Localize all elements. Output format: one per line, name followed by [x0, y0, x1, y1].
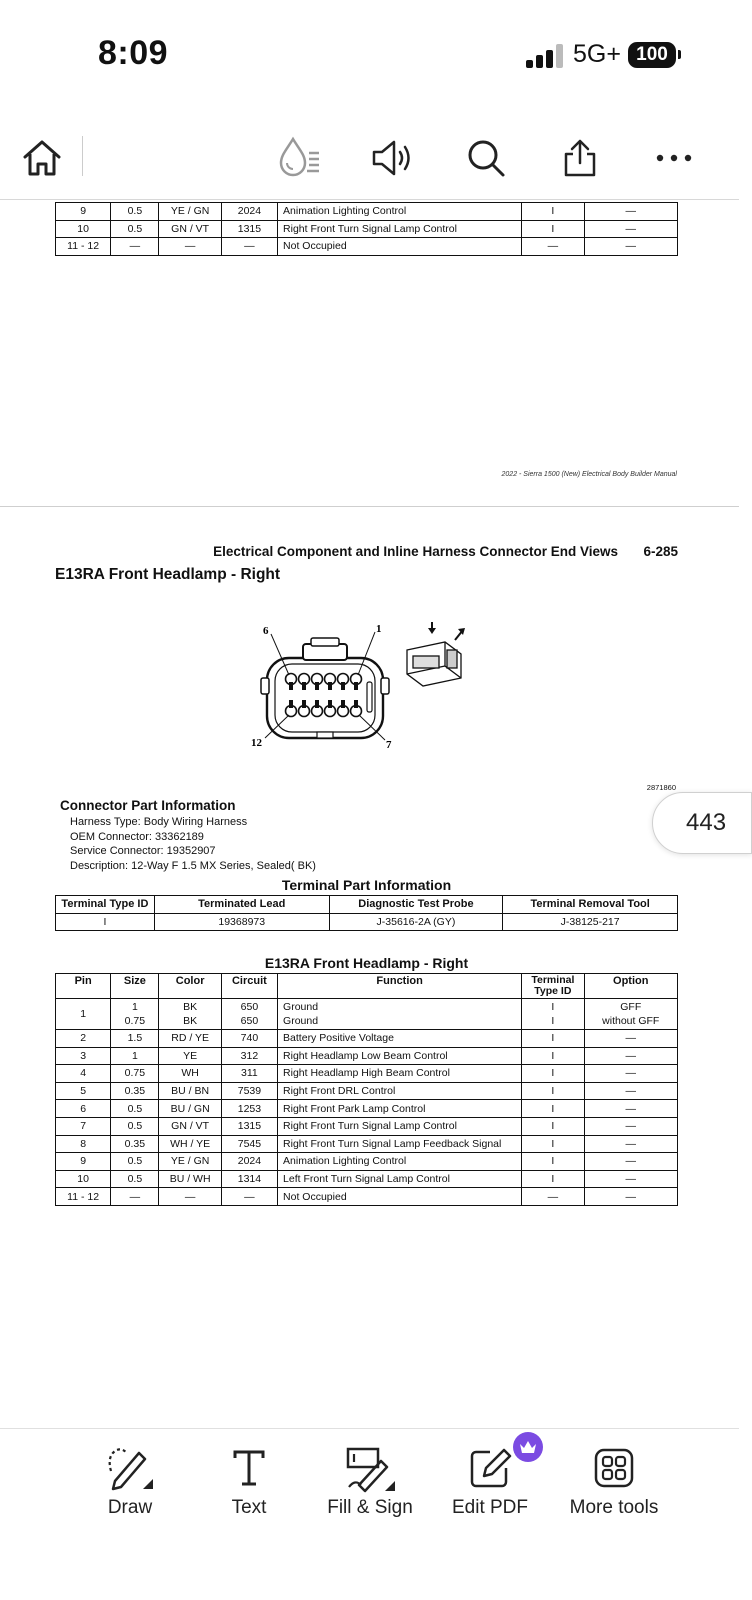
table-cell: J-35616-2A (GY) [329, 913, 503, 931]
table-cell-type: I [522, 1100, 584, 1118]
page-title: E13RA Front Headlamp - Right [55, 566, 281, 583]
table-cell-color: WH [159, 1065, 221, 1083]
table-cell-type: — [522, 238, 584, 256]
pin-label-1: 1 [376, 623, 382, 635]
table-cell-size: 0.75 [111, 1065, 159, 1083]
table-cell-function: Animation Lighting Control [278, 1153, 522, 1171]
column-header: Pin [56, 974, 111, 999]
table-cell [522, 999, 584, 1030]
table-cell-type: I [522, 1170, 584, 1188]
signal-icon [526, 44, 564, 68]
status-time: 8:09 [98, 34, 169, 72]
page-footer: 2022 - Sierra 1500 (New) Electrical Body Builder Manual [501, 471, 677, 478]
cell-line: BK [183, 1001, 198, 1013]
table-row [56, 1030, 678, 1048]
table-cell-type: — [522, 1188, 584, 1206]
table-cell-function: Right Front Park Lamp Control [278, 1100, 522, 1118]
text-button[interactable] [218, 1443, 280, 1539]
battery-icon: 100 [628, 42, 676, 68]
table-cell-pin: 9 [56, 203, 111, 221]
table-cell-function: Battery Positive Voltage [278, 1030, 522, 1048]
table-cell-option: — [584, 1100, 677, 1118]
column-header: Function [278, 974, 522, 999]
table-row [56, 238, 678, 256]
connector-diagram [251, 620, 485, 751]
more-icon[interactable] [646, 130, 702, 186]
table-cell-color: RD / YE [159, 1030, 221, 1048]
table-cell-size: 0.5 [111, 1100, 159, 1118]
table-cell [278, 999, 522, 1030]
table-row [56, 1135, 678, 1153]
table-cell-option: — [584, 1065, 677, 1083]
table-header-row [56, 974, 678, 999]
service-connector: Service Connector: 19352907 [70, 845, 216, 858]
table-cell-color: YE / GN [159, 1153, 221, 1171]
more-tools-button[interactable] [562, 1443, 666, 1539]
table-row [56, 203, 678, 221]
table-cell-function: Right Front Turn Signal Lamp Feedback Signal [278, 1135, 522, 1153]
table-cell-color: BU / WH [159, 1170, 221, 1188]
table-cell-option: — [584, 1047, 677, 1065]
table-cell-function: Animation Lighting Control [278, 203, 522, 221]
top-toolbar [0, 120, 739, 200]
table-cell-option: — [584, 1030, 677, 1048]
table-cell-color: YE [159, 1047, 221, 1065]
table-cell [159, 999, 221, 1030]
column-header: Terminated Lead [154, 896, 329, 914]
table-cell-type: I [522, 1135, 584, 1153]
more-tools-icon [562, 1443, 666, 1493]
cell-line: I [551, 1015, 555, 1027]
table-cell-pin: 8 [56, 1135, 111, 1153]
fill-sign-icon [322, 1443, 418, 1493]
table-cell-color: BU / BN [159, 1082, 221, 1100]
table-cell: J-38125-217 [503, 913, 678, 931]
column-header: Option [584, 974, 677, 999]
table-cell: 19368973 [154, 913, 329, 931]
status-bar [0, 0, 739, 110]
table-cell-option: — [584, 220, 677, 238]
more-tools-label: More tools [569, 1497, 659, 1518]
page-number: 443 [686, 809, 727, 836]
pin-label-6: 6 [263, 625, 269, 637]
network-label: 5G+ [573, 40, 621, 68]
column-header: Color [159, 974, 221, 999]
table-cell-pin: 11 - 12 [56, 1188, 111, 1206]
table-cell-color: BU / GN [159, 1100, 221, 1118]
table-cell-size: 0.5 [111, 220, 159, 238]
cell-line: 1 [131, 1001, 138, 1013]
table-cell [111, 999, 159, 1030]
terminal-info-heading: Terminal Part Information [281, 877, 452, 893]
share-icon[interactable] [552, 130, 608, 186]
pin-table-heading: E13RA Front Headlamp - Right [264, 955, 469, 971]
draw-label: Draw [107, 1497, 153, 1518]
column-header: Circuit [221, 974, 277, 999]
table-cell-type: I [522, 1065, 584, 1083]
page-number-badge[interactable] [652, 792, 752, 854]
table-row [56, 1082, 678, 1100]
table-cell-option: — [584, 1117, 677, 1135]
table-cell-function: Right Front DRL Control [278, 1082, 522, 1100]
table-cell-type: I [522, 203, 584, 221]
table-cell [221, 999, 277, 1030]
oem-connector: OEM Connector: 33362189 [70, 830, 204, 843]
table-cell-type: I [522, 220, 584, 238]
table-cell-color: — [159, 1188, 221, 1206]
table-row [56, 1117, 678, 1135]
table-cell-circuit: 2024 [221, 203, 277, 221]
table-cell-pin: 6 [56, 1100, 111, 1118]
table-row [56, 1188, 678, 1206]
column-header: Terminal Type ID [56, 896, 155, 914]
reading-mode-icon[interactable] [272, 130, 328, 186]
cell-line: Ground [283, 1001, 319, 1013]
table-row [56, 1100, 678, 1118]
cell-line: 0.75 [124, 1015, 146, 1027]
bottom-toolbar [0, 1428, 739, 1600]
cell-line: 650 [240, 1015, 259, 1027]
table-row [56, 1153, 678, 1171]
table-cell-function: Right Headlamp High Beam Control [278, 1065, 522, 1083]
battery-tip [678, 50, 681, 59]
table-cell-pin: 2 [56, 1030, 111, 1048]
terminal-info-table [55, 895, 678, 931]
table-cell-option: — [584, 1153, 677, 1171]
column-header: Size [111, 974, 159, 999]
table-cell-color: GN / VT [159, 1117, 221, 1135]
pin-table [55, 973, 678, 1206]
column-header: Terminal Removal Tool [503, 896, 678, 914]
table-cell-type: I [522, 1030, 584, 1048]
table-cell-function: Not Occupied [278, 238, 522, 256]
table-row [56, 999, 678, 1030]
table-cell-size: 0.5 [111, 1117, 159, 1135]
table-cell-size: 1.5 [111, 1030, 159, 1048]
table-row [56, 1065, 678, 1083]
table-cell-function: Right Headlamp Low Beam Control [278, 1047, 522, 1065]
table-cell-type: I [522, 1047, 584, 1065]
edit-pdf-label: Edit PDF [451, 1497, 529, 1518]
table-cell-function: Left Front Turn Signal Lamp Control [278, 1170, 522, 1188]
table-cell-circuit: 7539 [221, 1082, 277, 1100]
table-cell-type: I [522, 1082, 584, 1100]
draw-button[interactable] [88, 1443, 172, 1539]
column-header [522, 974, 584, 999]
table-cell-pin: 5 [56, 1082, 111, 1100]
cell-line: BK [183, 1015, 198, 1027]
column-header: Diagnostic Test Probe [329, 896, 503, 914]
table-cell-type: I [522, 1153, 584, 1171]
table-cell-circuit: 1315 [221, 1117, 277, 1135]
table-cell-pin: 10 [56, 220, 111, 238]
table-cell-circuit: 1314 [221, 1170, 277, 1188]
table-cell-option: — [584, 1135, 677, 1153]
table-row [56, 913, 678, 931]
cell-line: Ground [283, 1015, 319, 1027]
premium-crown-icon [513, 1432, 543, 1462]
table-cell-circuit: 7545 [221, 1135, 277, 1153]
table-cell-circuit: — [221, 238, 277, 256]
fill-sign-label: Fill & Sign [327, 1497, 413, 1518]
table-cell-circuit: 2024 [221, 1153, 277, 1171]
table-cell-pin: 4 [56, 1065, 111, 1083]
table-row [56, 1170, 678, 1188]
table-cell [584, 999, 677, 1030]
header-line: Type ID [534, 985, 572, 997]
table-cell-color: YE / GN [159, 203, 221, 221]
table-cell-circuit: 1253 [221, 1100, 277, 1118]
table-cell: I [56, 913, 155, 931]
table-cell-circuit: 311 [221, 1065, 277, 1083]
text-label: Text [231, 1497, 267, 1518]
page-separator [0, 506, 739, 507]
connector-description: Description: 12-Way F 1.5 MX Series, Sealed( BK) [70, 859, 316, 872]
pdf-viewer[interactable] [0, 200, 739, 1428]
table-cell-option: — [584, 203, 677, 221]
table-cell-size: — [111, 238, 159, 256]
home-icon[interactable] [14, 130, 70, 186]
table-cell-pin: 3 [56, 1047, 111, 1065]
table-cell-color: GN / VT [159, 220, 221, 238]
table-cell-function: Right Front Turn Signal Lamp Control [278, 220, 522, 238]
pin-label-12: 12 [251, 737, 262, 749]
read-aloud-icon[interactable] [364, 130, 420, 186]
section-title: Electrical Component and Inline Harness Connector End Views [213, 544, 618, 559]
draw-icon [88, 1443, 172, 1493]
table-cell-pin: 7 [56, 1117, 111, 1135]
table-cell-option: — [584, 1188, 677, 1206]
table-cell-type: I [522, 1117, 584, 1135]
table-cell-size: — [111, 1188, 159, 1206]
table-cell: 1 [56, 999, 111, 1030]
search-icon[interactable] [458, 130, 514, 186]
table-cell-option: — [584, 1082, 677, 1100]
table-cell-size: 0.5 [111, 1170, 159, 1188]
text-icon [218, 1443, 280, 1493]
cell-line: GFF [620, 1001, 642, 1013]
table-cell-circuit: — [221, 1188, 277, 1206]
toolbar-divider [82, 136, 83, 176]
figure-id: 2871860 [646, 783, 676, 792]
table-header-row [56, 896, 678, 914]
table-cell-color: WH / YE [159, 1135, 221, 1153]
table-cell-size: 0.5 [111, 1153, 159, 1171]
table-cell-size: 0.35 [111, 1082, 159, 1100]
table-cell-size: 0.5 [111, 203, 159, 221]
cell-line: I [551, 1001, 555, 1013]
table-cell-circuit: 740 [221, 1030, 277, 1048]
table-row [56, 1047, 678, 1065]
table-cell-circuit: 1315 [221, 220, 277, 238]
table-cell-size: 0.35 [111, 1135, 159, 1153]
pin-label-7: 7 [386, 739, 392, 751]
connector-part-information [60, 798, 316, 874]
table-cell-circuit: 312 [221, 1047, 277, 1065]
cell-line: without GFF [602, 1015, 660, 1027]
fill-sign-button[interactable] [322, 1443, 418, 1539]
table-cell-pin: 10 [56, 1170, 111, 1188]
cell-line: 650 [240, 1001, 259, 1013]
table-cell-pin: 11 - 12 [56, 238, 111, 256]
table-cell-function: Right Front Turn Signal Lamp Control [278, 1117, 522, 1135]
header-line: Terminal [531, 974, 575, 986]
table-cell-option: — [584, 238, 677, 256]
table-cell-pin: 9 [56, 1153, 111, 1171]
table-cell-option: — [584, 1170, 677, 1188]
table-row [56, 220, 678, 238]
page-number-label: 6-285 [643, 544, 678, 559]
table-cell-function: Not Occupied [278, 1188, 522, 1206]
table-cell-color: — [159, 238, 221, 256]
harness-type: Harness Type: Body Wiring Harness [70, 816, 248, 828]
previous-page-table [55, 202, 678, 256]
connector-info-heading: Connector Part Information [60, 798, 236, 813]
table-cell-size: 1 [111, 1047, 159, 1065]
